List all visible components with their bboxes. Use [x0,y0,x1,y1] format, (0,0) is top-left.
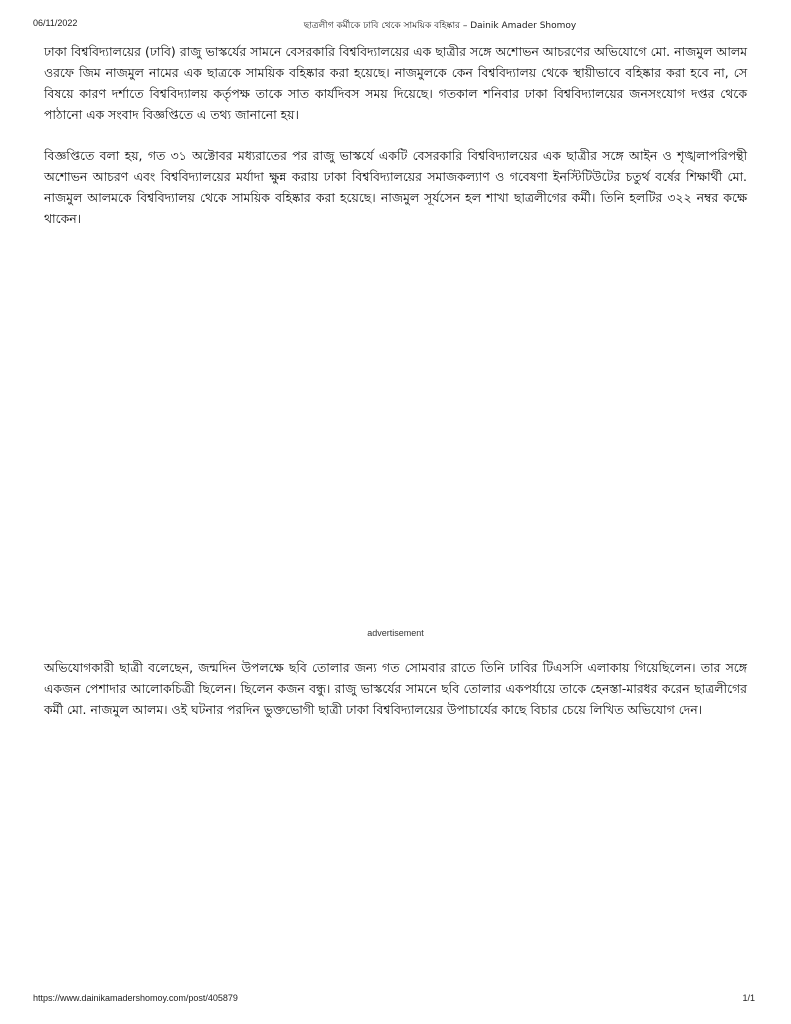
print-page-number: 1/1 [742,993,755,1003]
print-source-url: https://www.dainikamadershomoy.com/post/405879 [33,993,238,1003]
article-paragraph: বিজ্ঞপ্তিতে বলা হয়, গত ৩১ অক্টোবর মধ্যরাতের পর রাজু ভাস্কর্যে একটি বেসরকারি বিশ্ববিদ্যালয়ের এক ছাত্রীর সঙ্গে আইন ও শৃঙ্খলাপরিপন্থী অশোভন আচরণ এবং বিশ্ববিদ্যালয়ের মর্যাদা ক্ষুন্ন করায় ঢাকা বিশ্ববিদ্যালয়ের সমাজকল্যাণ ও গবেষণা ইনস্টিটিউটের চতুর্থ বর্ষের শিক্ষার্থী মো. নাজমুল আলমকে বিশ্ববিদ্যালয় থেকে সাময়িক বহিষ্কার করা হয়েছে। নাজমুল সূর্যসেন হল শাখা ছাত্রলীগের কর্মী। তিনি হলটির ৩২২ নম্বর কক্ষে থাকেন। [44,148,747,226]
article-paragraph: অভিযোগকারী ছাত্রী বলেছেন, জন্মদিন উপলক্ষে ছবি তোলার জন্য গত সোমবার রাতে তিনি ঢাবির টিএসসি এলাকায় গিয়েছিলেন। তার সঙ্গে একজন পেশাদার আলোকচিত্রী ছিলেন। ছিলেন কজন বন্ধু। রাজু ভাস্কর্যের সামনে ছবি তোলার একপর্যায়ে তাকে হেনস্তা-মারধর করেন ছাত্রলীগের কর্মী মো. নাজমুল আলম। ওই ঘটনার পরদিন ভুক্তভোগী ছাত্রী ঢাকা বিশ্ববিদ্যালয়ের উপাচার্যের কাছে বিচার চেয়ে লিখিত অভিযোগ দেন। [44,660,747,717]
article-paragraph: ঢাকা বিশ্ববিদ্যালয়ের (ঢাবি) রাজু ভাস্কর্যের সামনে বেসরকারি বিশ্ববিদ্যালয়ের এক ছাত্রীর সঙ্গে অশোভন আচরণের অভিযোগে মো. নাজমুল আলম ওরফে জিম নাজমুল নামের এক ছাত্রকে সাময়িক বহিষ্কার করা হয়েছে। নাজমুলকে কেন বিশ্ববিদ্যালয় থেকে স্থায়ীভাবে বহিষ্কার করা হবে না, সে বিষয়ে কারণ দর্শাতে বিশ্ববিদ্যালয় কর্তৃপক্ষ তাকে সাত কার্যদিবস সময় দিয়েছে। গতকাল শনিবার ঢাকা বিশ্ববিদ্যালয়ের জনসংযোগ দপ্তর থেকে পাঠানো এক সংবাদ বিজ্ঞপ্তিতে এ তথ্য জানানো হয়। [44,44,747,122]
print-page-title: ছাত্রলীগ কর্মীকে ঢাবি থেকে সাময়িক বহিষ্কার – Dainik Amader Shomoy [303,21,577,31]
print-date: 06/11/2022 [33,18,78,28]
advertisement-label: advertisement [367,628,424,638]
